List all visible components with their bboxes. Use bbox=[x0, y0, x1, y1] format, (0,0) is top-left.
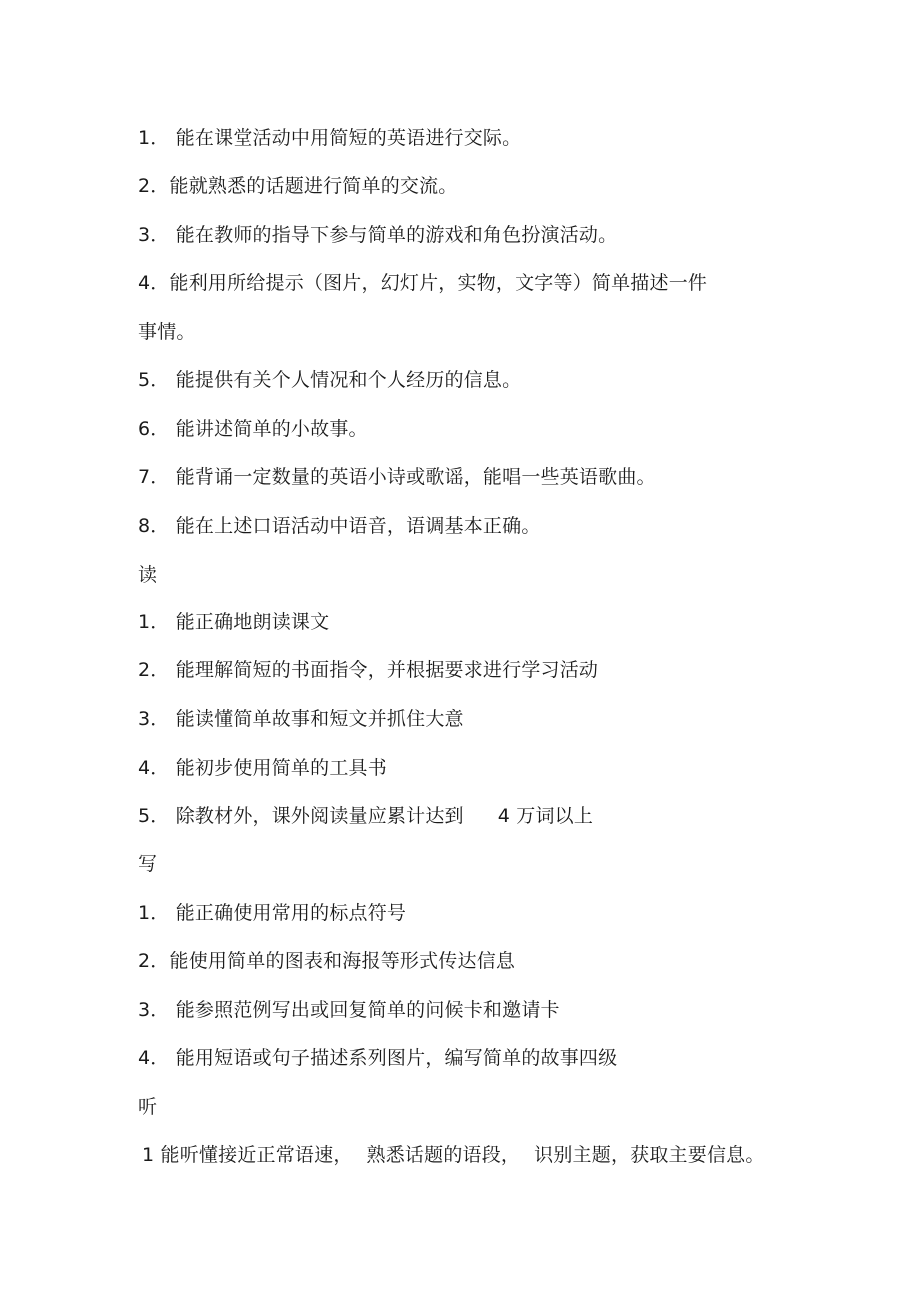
reading-item-3: 3． 能读懂简单故事和短文并抓住大意 bbox=[138, 708, 464, 730]
listening-item-1-part-b: 熟悉话题的语段， bbox=[366, 1144, 521, 1166]
speaking-item-1: 1． 能在课堂活动中用简短的英语进行交际。 bbox=[138, 127, 522, 149]
reading-item-5-text: 5． 除教材外，课外阅读量应累计达到 bbox=[138, 805, 464, 827]
writing-item-3: 3． 能参照范例写出或回复简单的问候卡和邀请卡 bbox=[138, 999, 560, 1021]
listening-item-1-part-c: 识别主题，获取主要信息。 bbox=[534, 1144, 765, 1166]
writing-item-2: 2．能使用简单的图表和海报等形式传达信息 bbox=[138, 950, 516, 972]
reading-item-5 bbox=[138, 804, 593, 828]
speaking-item-3: 3． 能在教师的指导下参与简单的游戏和角色扮演活动。 bbox=[138, 224, 618, 246]
speaking-item-4: 4．能利用所给提示（图片，幻灯片，实物，文字等）简单描述一件 bbox=[138, 272, 708, 294]
listening-item-1-part-a: 1 能听懂接近正常语速， bbox=[142, 1144, 353, 1166]
speaking-item-7: 7． 能背诵一定数量的英语小诗或歌谣，能唱一些英语歌曲。 bbox=[138, 466, 656, 488]
reading-item-5-amount: 4 万词以上 bbox=[497, 805, 594, 827]
writing-item-1: 1． 能正确使用常用的标点符号 bbox=[138, 902, 407, 924]
writing-item-4: 4． 能用短语或句子描述系列图片，编写简单的故事四级 bbox=[138, 1047, 618, 1069]
writing-heading: 写 bbox=[138, 853, 158, 875]
speaking-item-4-continued: 事情。 bbox=[138, 321, 196, 343]
speaking-item-5: 5． 能提供有关个人情况和个人经历的信息。 bbox=[138, 369, 522, 391]
speaking-item-8: 8． 能在上述口语活动中语音，语调基本正确。 bbox=[138, 515, 541, 537]
reading-item-2: 2． 能理解简短的书面指令，并根据要求进行学习活动 bbox=[138, 659, 599, 681]
listening-item-1 bbox=[142, 1143, 765, 1167]
reading-heading: 读 bbox=[138, 564, 158, 586]
reading-item-1: 1． 能正确地朗读课文 bbox=[138, 611, 330, 633]
speaking-item-6: 6． 能讲述简单的小故事。 bbox=[138, 418, 368, 440]
reading-item-4: 4． 能初步使用简单的工具书 bbox=[138, 757, 387, 779]
speaking-item-2: 2．能就熟悉的话题进行简单的交流。 bbox=[138, 175, 458, 197]
listening-heading: 听 bbox=[138, 1096, 158, 1118]
